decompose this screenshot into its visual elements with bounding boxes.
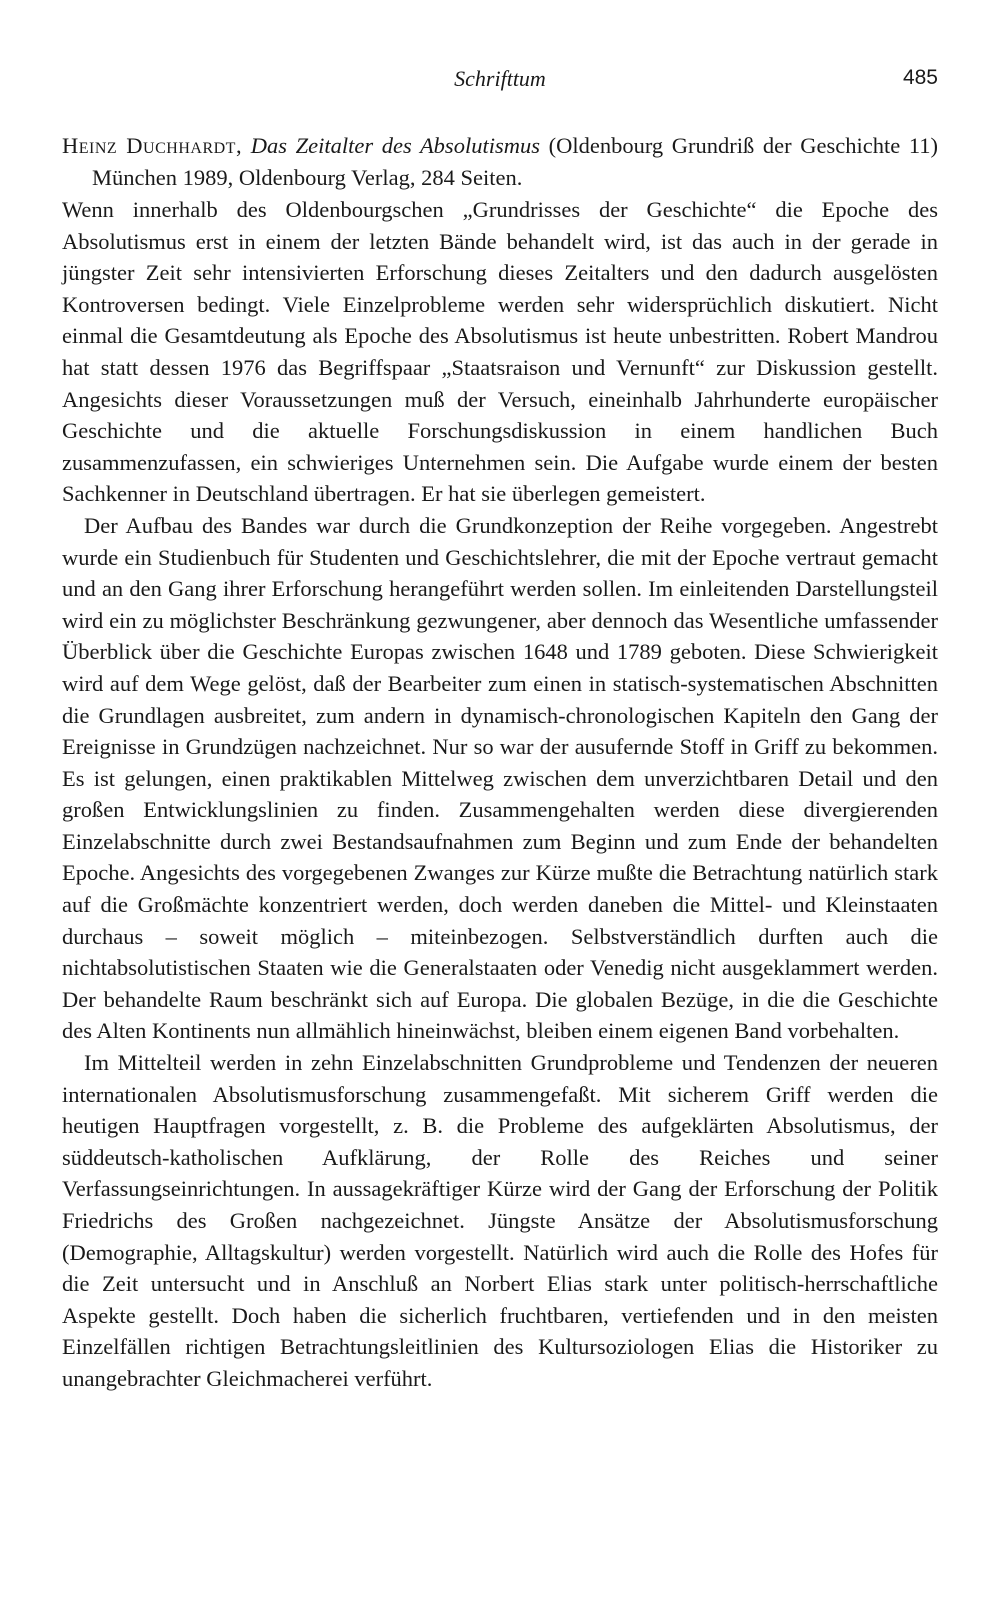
running-title: Schrifttum bbox=[454, 66, 546, 91]
page-number: 485 bbox=[902, 66, 938, 89]
page bbox=[62, 60, 938, 1395]
book-title: Das Zeitalter des Absolutismus bbox=[250, 133, 540, 158]
book-details: (Oldenbourg Grundriß der Geschichte 11) München 1989, Oldenbourg Verlag, 284 Seiten. bbox=[92, 133, 939, 190]
book-citation bbox=[62, 130, 938, 194]
review-paragraph-1: Wenn innerhalb des Oldenbourgschen „Grundrisses der Geschichte“ die Epoche des Absolutismus erst in einem der letzten Bände behandelt wird, ist das auch in der gerade in jüngster Zeit sehr intensivierten Erforschung dieses Zeitalters und den dadurch ausgelösten Kontroversen bedingt. Viele Einzelprobleme werden sehr widersprüchlich diskutiert. Nicht einmal die Gesamtdeutung als Epoche des Absolutismus ist heute unbestritten. Robert Mandrou hat statt dessen 1976 das Begriffspaar „Staatsraison und Vernunft“ zur Diskussion gestellt. Angesichts dieser Voraussetzungen muß der Versuch, eineinhalb Jahrhunderte europäischer Geschichte und die aktuelle Forschungsdiskussion in einem handlichen Buch zusammenzufassen, ein schwieriges Unternehmen sein. Die Aufgabe wurde einem der besten Sachkenner in Deutschland übertragen. Er hat sie überlegen gemeistert. bbox=[62, 197, 938, 507]
review-paragraph-3: Im Mittelteil werden in zehn Einzelabschnitten Grundprobleme und Tendenzen der neueren internationalen Absolutismusforschung zusammengefaßt. Mit sicherem Griff werden die heutigen Hauptfragen vorgestellt, z. B. die Probleme des aufgeklärten Absolutismus, der süddeutsch-katholischen Aufklärung, der Rolle des Reiches und seiner Verfassungseinrichtungen. In aussagekräftiger Kürze wird der Gang der Erforschung der Politik Friedrichs des Großen nachgezeichnet. Jüngste Ansätze der Absolutismusforschung (Demographie, Alltagskultur) werden vorgestellt. Natürlich wird auch die Rolle des Hofes für die Zeit untersucht und in Anschluß an Norbert Elias stark unter politisch-herrschaftliche Aspekte gestellt. Doch haben die sicherlich fruchtbaren, vertiefenden und in den meisten Einzelfällen richtigen Betrachtungsleitlinien des Kultursoziologen Elias die Historiker zu unangebrachter Gleichmacherei verführt. bbox=[62, 1050, 938, 1391]
review-paragraph-2: Der Aufbau des Bandes war durch die Grundkonzeption der Reihe vorgegeben. Angestrebt wurde ein Studienbuch für Studenten und Geschichtslehrer, die mit der Epoche vertraut gemacht und an den Gang ihrer Erforschung herangeführt werden sollen. Im einleitenden Darstellungsteil wird ein zu möglichster Beschränkung gezwungener, aber dennoch das Wesentliche umfassender Überblick über die Geschichte Europas zwischen 1648 und 1789 geboten. Diese Schwierigkeit wird auf dem Wege gelöst, daß der Bearbeiter zum einen in statisch-systematischen Abschnitten die Grundlagen ausbreitet, zum andern in dynamisch-chronologischen Kapiteln den Gang der Ereignisse in Grundzügen nachzeichnet. Nur so war der ausufernde Stoff in Griff zu bekommen. Es ist gelungen, einen praktikablen Mittelweg zwischen dem unverzichtbaren Detail und den großen Entwicklungslinien zu finden. Zusammengehalten werden diese divergierenden Einzelabschnitte durch zwei Bestandsaufnahmen zum Beginn und zum Ende der behandelten Epoche. Angesichts des vorgegebenen Zwanges zur Kürze mußte die Betrachtung natürlich stark auf die Großmächte konzentriert werden, doch werden daneben die Mittel- und Kleinstaaten durchaus – soweit möglich – miteinbezogen. Selbstverständlich durften auch die nichtabsolutistischen Staaten wie die Generalstaaten oder Venedig nicht ausgeklammert werden. Der behandelte Raum beschränkt sich auf Europa. Die globalen Bezüge, in die die Geschichte des Alten Kontinents nun allmählich hineinwächst, bleiben einem eigenen Band vorbehalten. bbox=[62, 512, 938, 1044]
running-head bbox=[62, 60, 938, 100]
book-author: Heinz Duchhardt, bbox=[62, 133, 243, 158]
